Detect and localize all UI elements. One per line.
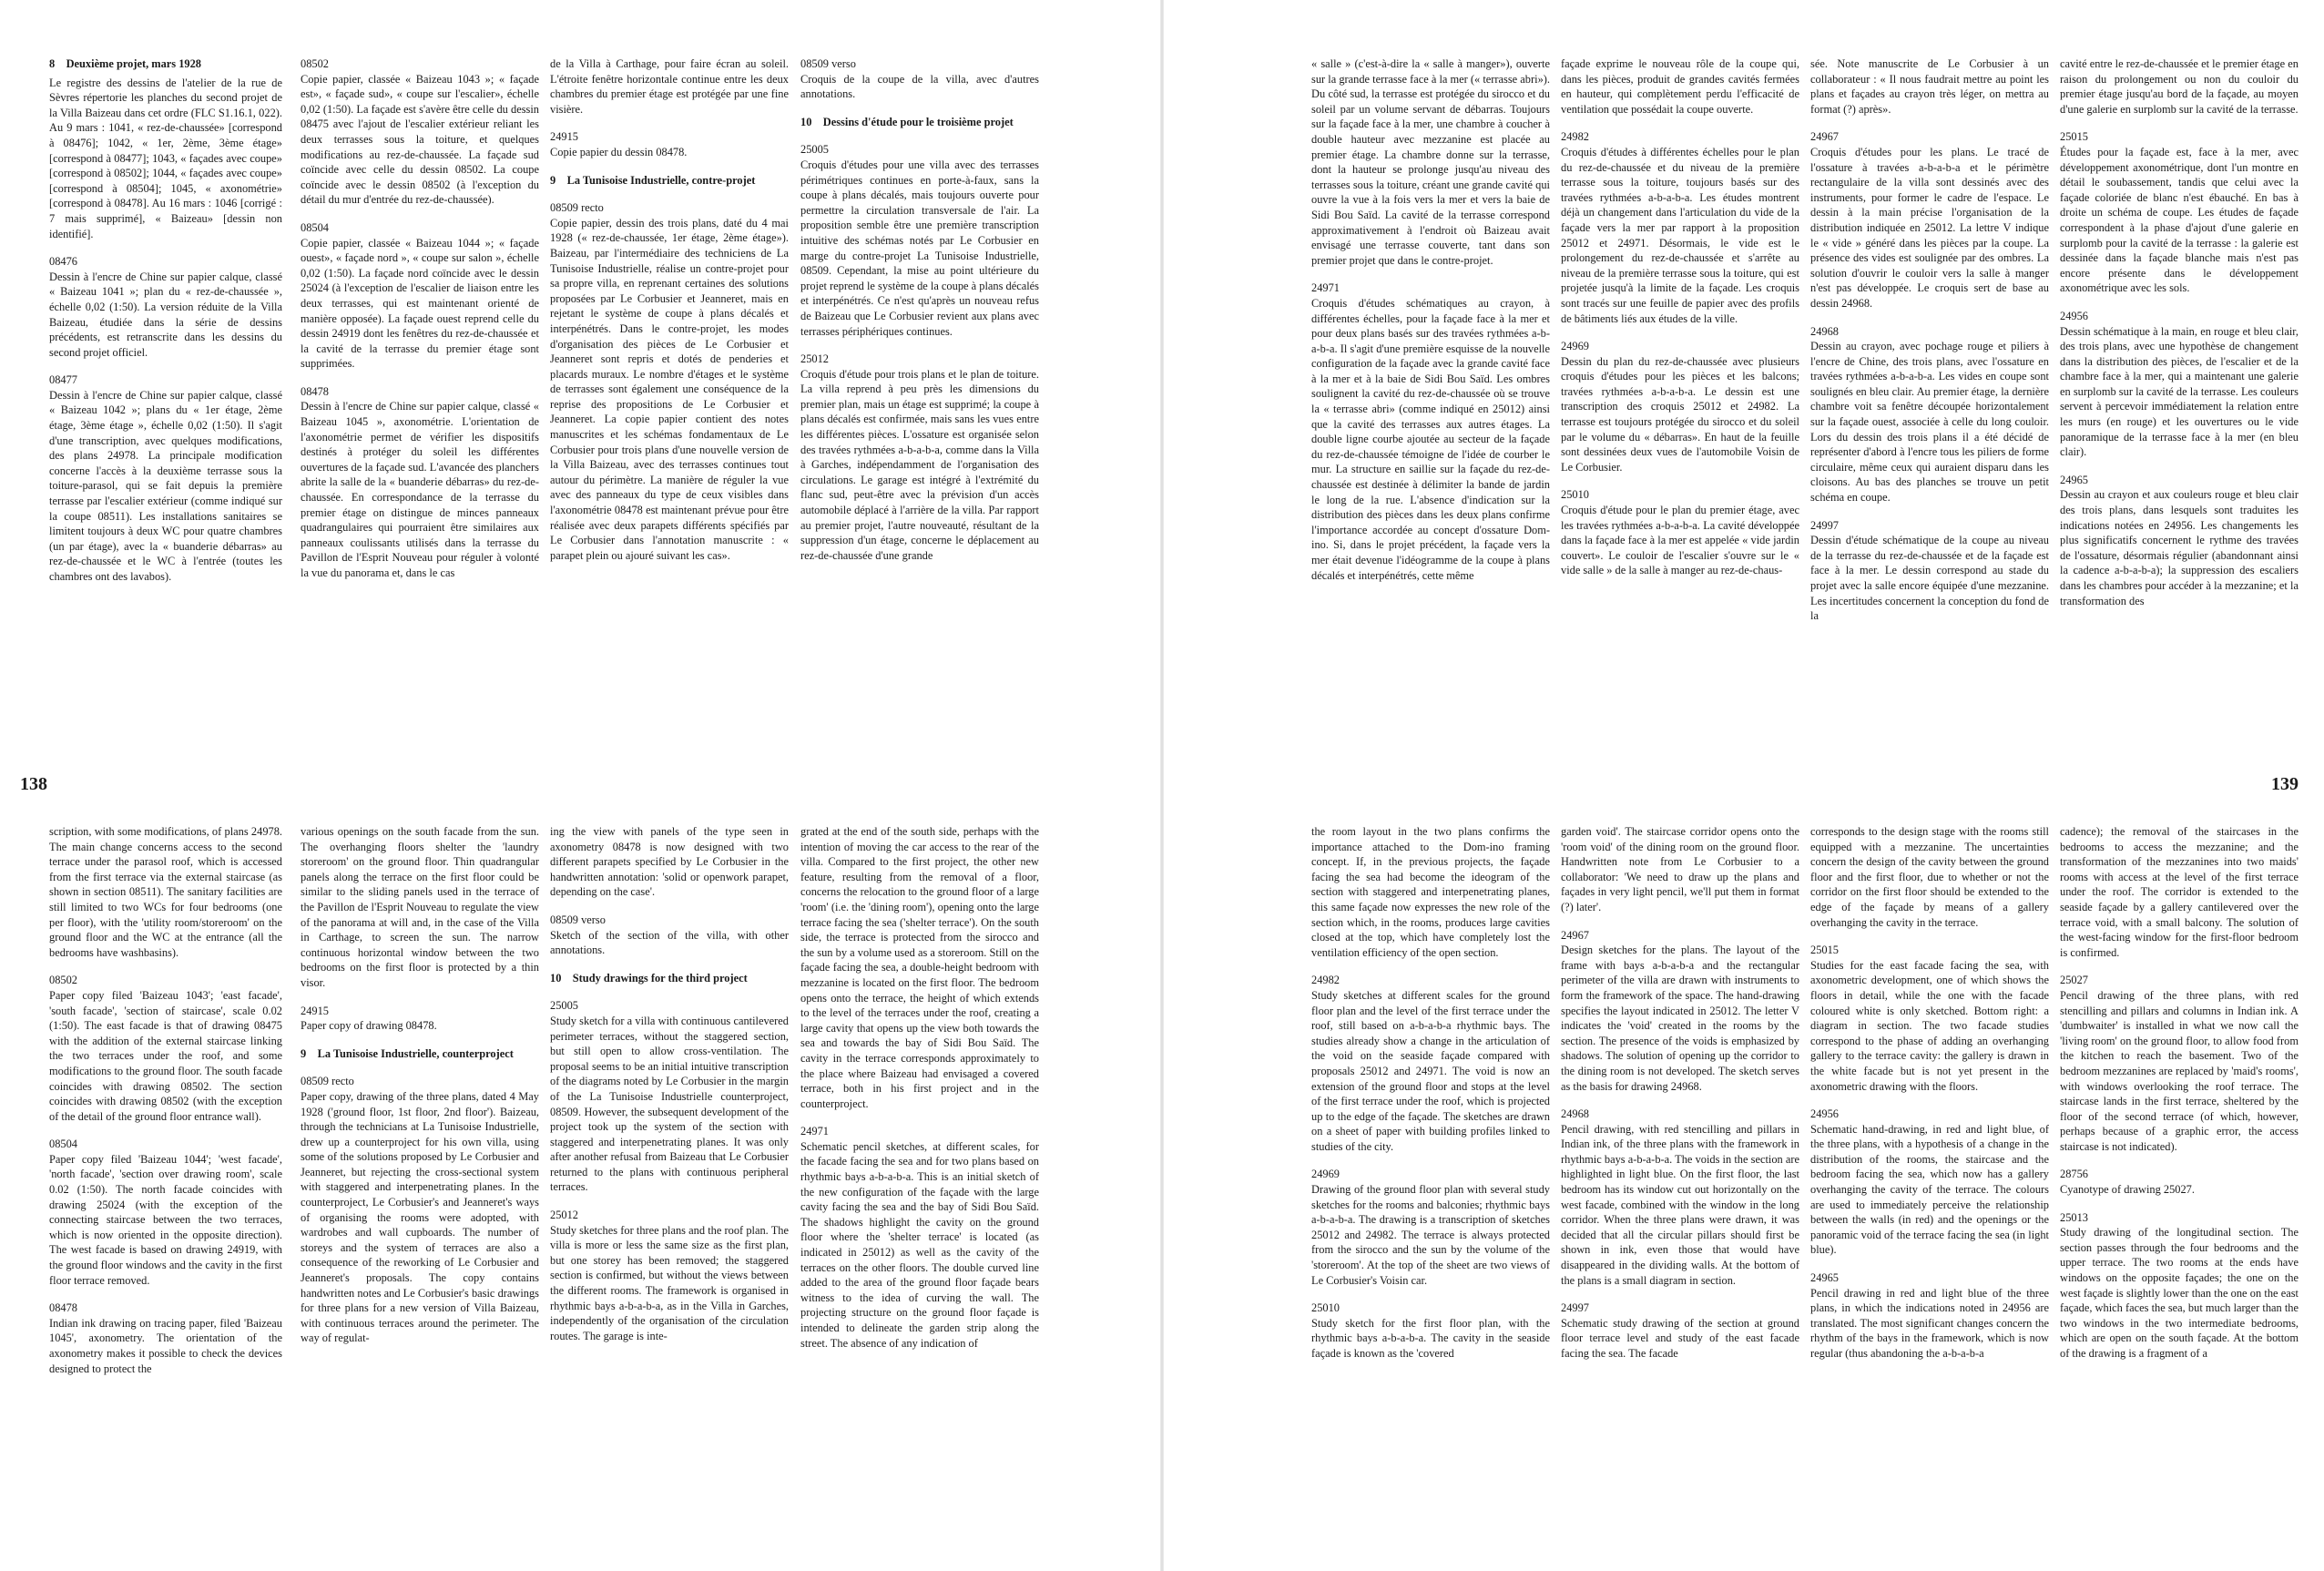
entry	[2060, 56, 2299, 117]
drawing-number: 08476	[49, 255, 77, 269]
entry	[2060, 824, 2299, 960]
drawing-number: 24971	[1311, 281, 1340, 295]
drawing-number: 08504	[301, 220, 329, 234]
drawing-number: 24969	[1311, 1168, 1340, 1181]
drawing-number: 25005	[800, 143, 829, 157]
entry	[800, 824, 1039, 1111]
entry	[550, 971, 789, 986]
drawing-number: 25012	[550, 1209, 578, 1222]
drawing-number: 24969	[1561, 340, 1589, 353]
entry	[301, 1074, 539, 1346]
paragraph-text: Croquis d'études pour une villa avec des terrasses périmétriques continues en porte-à-faux, sans la coupe à plans décalés, mais toujours ouverte pour permettre la circulation transversale de l'air. La proposition semble être une première transcription intuitive des schémas notés par Le Corbusier en marge du contre-projet La Tunisoise Industrielle, 08509. Cependant, la mise au point ultérieure du projet reprend le système de la coupe à plans décalés et interpénétrés. Ce n'est qu'après un nouveau refus de Baizeau que Le Corbusier revient aux plans avec terrasses périphériques continues.	[800, 158, 1039, 338]
paragraph-text: the room layout in the two plans confirms the importance attached to the Dom-ino framing concept. If, in the previous projects, the façade facing the sea had become the ideogram of the section with staggered and interpenetrating planes, this same façade now expresses the new role of the section which, in the rooms, produces large cavities closed at the top, which have completely lost the ventilation efficiency of the open section.	[1311, 825, 1550, 959]
paragraph-text: de la Villa à Carthage, pour faire écran au soleil. L'étroite fenêtre horizontale continue entre les deux chambres du premier étage est protégée par une fine visière.	[550, 57, 789, 116]
entry	[1311, 281, 1550, 583]
entry	[550, 1208, 789, 1343]
entry	[301, 220, 539, 372]
entry	[2060, 973, 2299, 1154]
entry	[550, 824, 789, 900]
text-column	[1311, 824, 1550, 1566]
paragraph-text: Dessin au crayon, avec pochage rouge et piliers à l'encre de Chine, des trois plans, avec l'ossature en travées rythmées a-b-a-b-a. Les vides en coupe sont soulignés en bleu clair. Au premier étage, la dernière chambre voit sa fenêtre découpée horizontalement sur la façade ouest, associée à celle du long couloir. Lors du dessin des trois plans il a été décidé de représenter d'abord à l'encre tous les piliers de forme circulaire, même ceux qui auraient disparu dans les cloisons. Au bas des planches se trouve un petit schéma en coupe.	[1810, 340, 2049, 505]
entry	[1561, 56, 1799, 117]
paragraph-text: Study sketch for a villa with continuous cantilevered perimeter terraces, without the staggered section, but still open to allow cross-ventilation. The proposal seems to be an initial intuitive transcription of the diagrams noted by Le Corbusier in the margin of the La Tunisoise Industrielle counterproject, 08509. However, the subsequent development of the project took up the system of the section with staggered and interpenetrating planes. It was only after another refusal from Baizeau that Le Corbusier returned to the plans with continuous peripheral terraces.	[550, 1014, 789, 1194]
drawing-number: 08477	[49, 373, 77, 387]
paragraph-text: Schematic pencil sketches, at different scales, for the facade facing the sea and for two plans based on rhythmic bays a-b-a-b-a. This is an initial sketch of the new configuration of the façade with the large cavity facing the sea and the bay of Sidi Bou Saïd. The shadows highlight the cavity on the ground floor where the 'shelter terrace' is located (as indicated in 25012) as well as the cavity of the terraces on the other floors. The double curved line added to the area of the ground floor façade bears witness to the idea of curving the wall. The projecting structure on the ground floor façade is intended to delineate the garden strip along the street. The absence of any indication of	[800, 1139, 1039, 1350]
paragraph-text: Schematic hand-drawing, in red and light blue, of the three plans, with a hypothesis of a change in the distribution of the rooms, the staircase and the bedroom facing the sea, which now has a gallery overhanging the cavity of the terrace. The colours are used to immediately perceive the relationship between the walls (in red) and the openings or the panoramic void of the terrace facing the sea (in light blue).	[1810, 1122, 2049, 1257]
drawing-number: 08478	[301, 384, 329, 398]
paragraph-text: garden void'. The staircase corridor opens onto the 'room void' of the dining room on the ground floor. Handwritten note from Le Corbusier to a collaborator: 'We need to draw up the plans and façades in very light pencil, we'll put them in format (?) later'.	[1561, 825, 1799, 913]
entry	[301, 1004, 539, 1034]
paragraph-text: Copie papier, classée « Baizeau 1043 »; « façade est», « façade sud», « coupe sur l'escalier», échelle 0,02 (1:50). La façade est s'avère être celle du dessin 08475 avec l'ajout de l'escalier extérieur reliant les deux terrasses sous la toiture, et quelques modifications au rez-de-chaussée. La façade sud coïncide avec celle du dessin 08502. La coupe coïncide avec le dessin 08502 (à l'exception du détail du mur d'entrée du rez-de-chaussée).	[301, 72, 539, 207]
drawing-number: 24956	[2060, 309, 2088, 322]
section-heading: 9 La Tunisoise Industrielle, counterproject	[301, 1046, 514, 1060]
drawing-number: 24915	[301, 1004, 329, 1017]
drawing-number: 24997	[1810, 518, 1839, 532]
drawing-number: 24956	[1810, 1107, 1839, 1121]
entry	[800, 115, 1039, 130]
drawing-number: 28756	[2060, 1168, 2088, 1181]
entry	[800, 1124, 1039, 1351]
entry	[49, 254, 282, 360]
drawing-number: 25027	[2060, 974, 2088, 987]
paragraph-text: Copie papier du dessin 08478.	[550, 145, 688, 158]
paragraph-text: Cyanotype of drawing 25027.	[2060, 1183, 2195, 1197]
drawing-number: 08478	[49, 1301, 77, 1315]
entry	[800, 352, 1039, 563]
text-column	[800, 56, 1039, 765]
text-column	[1311, 56, 1550, 765]
drawing-number: 24982	[1561, 130, 1589, 144]
drawing-number: 08502	[301, 57, 329, 70]
entry	[1810, 1270, 2049, 1362]
drawing-number: 08509 verso	[800, 57, 856, 70]
entry	[2060, 473, 2299, 608]
paragraph-text: Dessin schématique à la main, en rouge et bleu clair, des trois plans, avec une hypothèse de changement dans la distribution des pièces, de l'escalier et de la chambre face à la mer, qui a maintenant une galerie en surplomb sur la cavité de la terrasse. Les couleurs servent à percevoir immédiatement la relation entre les murs (en rouge) et les ouvertures ou le vide panoramique de la terrasse face à la mer (en bleu clair).	[2060, 324, 2299, 459]
entry	[1311, 1301, 1550, 1361]
entry	[1561, 129, 1799, 326]
paragraph-text: Croquis d'étude pour le plan du premier étage, avec les travées rythmées a-b-a-b-a. La cavité développée dans la façade face à la mer est appelée « vide jardin couvert». Le couloir de l'escalier s'ouvre sur le « vide salle » de la salle à manger au rez-de-chaus-	[1561, 504, 1799, 577]
entry	[1311, 973, 1550, 1154]
paragraph-text: Le registre des dessins de l'atelier de la rue de Sèvres répertorie les planches du second projet de la Villa Baizeau dans cet ordre (FLC S1.16.1, 022). Au 9 mars : 1041, « rez-de-chaussée» [correspond à 08476]; 1042, « 1er, 2ème, 3ème étage» [correspond à 08477]; 1043, « façades avec coupe» [correspond à 08502]; 1044, « façades avec coupe» [correspond à 08504]; 1045, « axonométrie» [correspond à 08478]. Au 16 mars : 1046 [corrigé : 7 mais supprimé], « Baizeau» [dessin non identifié].	[49, 76, 282, 240]
paragraph-text: Drawing of the ground floor plan with several study sketches for the rooms and balconies; rhythmic bays a-b-a-b-a. The drawing is a transcription of sketches 25012 and 24982. The terrace is always protected from the sirocco and the sun by the volume of the 'storeroom'. At the top of the sheet are two views of Le Corbusier's Voisin car.	[1311, 1183, 1550, 1287]
entry	[1810, 824, 2049, 930]
text-column	[1561, 56, 1799, 765]
text-column	[1561, 824, 1799, 1566]
paragraph-text: Paper copy, drawing of the three plans, dated 4 May 1928 ('ground floor, 1st floor, 2nd floor'). Baizeau, through the technicians at La Tunisoise Industrielle, drew up a counterproject for his own villa, using some of the solutions proposed by Le Corbusier and Jeanneret, but rejecting the cross-sectional system with staggered and interpenetrating planes. In the counterproject, Le Corbusier's and Jeanneret's ways of organising the rooms were adopted, with wardrobes and wall cupboards. The number of storeys and the system of terraces are also a consequence of the reworking of Le Corbusier and Jeanneret's proposals. The copy contains handwritten notes and Le Corbusier's basic drawings for three plans for a new version of Villa Baizeau, with continuous terraces around the perimeter. The way of regulat-	[301, 1089, 539, 1345]
paragraph-text: corresponds to the design stage with the rooms still equipped with a mezzanine. The uncertainties concern the design of the cavity between the ground floor and the first floor, due to whether or not the corridor on the first floor should be extended to the edge of the façade by means of a gallery overhanging the cavity in the terrace.	[1810, 825, 2049, 929]
paragraph-text: Dessin du plan du rez-de-chaussée avec plusieurs croquis d'études pour les pièces et les balcons; travées rythmées a-b-a-b-a. Le dessin est une transcription des croquis 25012 et 24982. La terrasse est toujours protégée du sirocco et du soleil par le volume du « débarras». En haut de la feuille sont dessinées deux vues de l'automobile Voisin de Le Corbusier.	[1561, 354, 1799, 474]
drawing-number: 24967	[1561, 928, 1589, 942]
entry	[301, 384, 539, 581]
paragraph-text: cadence); the removal of the staircases in the bedrooms to access the mezzanine; and the transformation of the mezzanines into two maids' rooms with access at the level of the first terrace under the roof. The corridor is extended to the seaside façade by a gallery cantilevered over the terrace void, with a small balcony. The solution of the west-facing window for the first-floor bedroom is confirmed.	[2060, 825, 2299, 959]
paragraph-text: cavité entre le rez-de-chaussée et le premier étage en raison du prolongement ou non du couloir du premier étage jusqu'au bord de la façade, au moyen d'une galerie en surplomb sur la cavité de la terrasse.	[2060, 57, 2299, 116]
entry	[800, 56, 1039, 102]
entry	[301, 824, 539, 991]
paragraph-text: façade exprime le nouveau rôle de la coupe qui, dans les pièces, produit de grandes cavités fermées en hauteur, qui complètement perdu l'efficacité de ventilation que possédait la coupe ouverte.	[1561, 57, 1799, 116]
entry	[1810, 518, 2049, 624]
text-column	[301, 56, 539, 765]
text-column	[49, 824, 282, 1566]
right-page	[1162, 0, 2324, 1571]
paragraph-text: Study drawing of the longitudinal section. The section passes through the four bedrooms and the upper terrace. The two rooms at the ends have windows on the opposite façades; the one on the west façade is slightly lower than the one on the east façade, which faces the sea, but much larger than the two windows in the two intermediate bedrooms, which are open on the south façade. At the bottom of the drawing is a fragment of a	[2060, 1226, 2299, 1360]
paragraph-text: Schematic study drawing of the section at ground floor terrace level and study of the east facade facing the sea. The facade	[1561, 1316, 1799, 1360]
drawing-number: 25005	[550, 999, 578, 1013]
drawing-number: 24982	[1311, 974, 1340, 987]
drawing-number: 25015	[2060, 130, 2088, 144]
entry	[550, 998, 789, 1195]
drawing-number: 24915	[550, 130, 578, 144]
entry	[550, 56, 789, 117]
paragraph-text: Indian ink drawing on tracing paper, filed 'Baizeau 1045', axonometry. The orientation of the axonometry makes it possible to check the devices designed to protect the	[49, 1316, 282, 1375]
entry	[49, 56, 282, 241]
drawing-number: 24997	[1561, 1301, 1589, 1315]
section-heading: 10 Dessins d'étude pour le troisième projet	[800, 115, 1014, 128]
paragraph-text: Dessin à l'encre de Chine sur papier calque, classé « Baizeau 1042 »; plans du « 1er étage, 2ème étage, 3ème étage », échelle 0,02 (1:50). Il s'agit d'une transcription, avec quelques modifications, des plans 24978. La principale modification concerne l'accès à la deuxième terrasse sous la toiture-parasol, qui se fait depuis la première terrasse par l'escalier extérieur (comme indiqué sur la coupe 08511). Les installations sanitaires se limitent toujours à deux WC pour quatre chambres (un par étage), avec la « buanderie débarras» au rez-de-chaussée et le WC à l'entrée (toutes les chambres ont des lavabos).	[49, 388, 282, 583]
drawing-number: 24967	[1810, 130, 1839, 144]
entry	[301, 56, 539, 208]
entry	[49, 372, 282, 584]
paragraph-text: Paper copy filed 'Baizeau 1044'; 'west facade', 'north facade', 'section over drawing room', scale 0.02 (1:50). The north facade coincides with drawing 25024 (with the exception of the connecting staircase between the two terraces, which is now oriented in the opposite direction). The west facade is based on drawing 24919, with the ground floor windows and the cavity in the first floor terrace removed.	[49, 1152, 282, 1287]
entry	[2060, 129, 2299, 296]
entry	[1311, 56, 1550, 268]
entry	[1311, 824, 1550, 960]
entry	[1810, 129, 2049, 311]
entry	[1561, 1107, 1799, 1288]
section-heading: 8 Deuxième projet, mars 1928	[49, 57, 202, 70]
entry	[49, 824, 282, 960]
entry	[1561, 824, 1799, 915]
paragraph-text: Copie papier, dessin des trois plans, daté du 4 mai 1928 (« rez-de-chaussée, 1er étage, 2ème étage»). Baizeau, par l'intermédiaire des techniciens de La Tunisoise Industrielle, réalise un contre-projet pour sa propre villa, en reprenant certaines des solutions proposées par Le Corbusier et Jeanneret, mais en rejetant le système de coupe à plans décalés et interpénétrés. Dans le contre-projet, les modes d'organisation des pièces de Le Corbusier et Jeanneret sont repris et dotés de penderies et placards muraux. Le nombre d'étages et le système de terrasses sont également une conséquence de la reprise des propositions de Le Corbusier et Jeanneret. La copie papier contient des notes manuscrites et les schémas fondamentaux de Le Corbusier pour trois plans d'une nouvelle version de la Villa Baizeau, avec des terrasses continues tout autour du périmètre. La manière de réguler la vue avec des panneaux du type de ceux visibles dans l'axonométrie 08478 est maintenant prévue pour être réalisée avec deux parapets différents spécifiés par Le Corbusier dans l'annotation manuscrite : « parapet plein ou ajouré suivant les cas».	[550, 216, 789, 562]
entry	[2060, 1210, 2299, 1362]
paragraph-text: Croquis d'étude pour trois plans et le plan de toiture. La villa reprend à peu près les dimensions du premier plan, mais un étage est supprimé; la coupe à plans décalés est confirmée, mais sans les vues entre les différentes pièces. L'ossature est organisée selon des travées rythmées a-b-a-b-a, comme dans la Villa à Garches, indépendamment de l'organisation des circulations. Le garage est intégré à l'extrémité du flanc sud, peut-être avec la prévision d'un accès automobile déplacé à l'arrière de la villa. Par rapport au premier projet, l'autre nouveauté, résultant de la suppression d'un étage, concerne le déplacement au rez-de-chaussée d'une grande	[800, 367, 1039, 562]
paragraph-text: Croquis d'études pour les plans. Le tracé de l'ossature à travées a-b-a-b-a et le périmètre rectangulaire de la villa sont dessinés avec des instruments, pour former le cadre de l'espace. Le dessin à la main précise l'organisation de la distribution indiquée en 25012. La lettre V indique le « vide » généré dans les pièces par la coupe. La présence des vides est soulignée par des ombres. La solution d'ouvrir le couloir vers la salle à manger n'est pas développée. Le croquis sert de base au dessin 24968.	[1810, 145, 2049, 310]
entry	[550, 173, 789, 189]
text-column	[1810, 824, 2049, 1566]
drawing-number: 24965	[1810, 1271, 1839, 1285]
entry	[1311, 1167, 1550, 1288]
paragraph-text: Croquis d'études à différentes échelles pour le plan du rez-de-chaussée et du niveau de la première terrasse sous la toiture, toujours basés sur des travées rythmées a-b-a-b-a. Les études montrent déjà un changement dans l'articulation du vide de la façade vers la mer par rapport à la proposition 25012 et 24971. Désormais, le vide est le prolongement du rez-de-chaussée et s'arrête au niveau de la première terrasse sous la toiture, qui est projetée jusqu'à la limite de la façade. Les croquis sont tracés sur une feuille de papier avec des profils de bâtiments liés aux études de la ville.	[1561, 145, 1799, 325]
entry	[49, 973, 282, 1124]
entry	[49, 1301, 282, 1376]
paragraph-text: Dessin à l'encre de Chine sur papier calque, classé « Baizeau 1045 », axonométrie. L'orientation de l'axonométrie permet de vérifier les dispositifs destinés à protéger du soleil les différentes ouvertures de la façade sud. L'avancée des planchers abrite la salle de la « buanderie débarras» du rez-de-chaussée. En correspondance de la terrasse du premier étage on distingue de minces panneaux quadrangulaires qui pourraient être similaires aux panneaux coulissants utilisés dans la terrasse du Pavillon de l'Esprit Nouveau pour réguler à volonté la vue du panorama et, dans le cas	[301, 400, 539, 579]
paragraph-text: Studies for the east facade facing the sea, with axonometric development, one of which shows the floors in detail, while the one with the facade coloured white is only sketched. Bottom right: a diagram in section. The two facade studies correspond to the phase of adding an overhanging gallery to the terrace cavity: the gallery is drawn in the white facade but is not yet present in the axonometric drawing with the floors.	[1810, 958, 2049, 1093]
entry	[550, 913, 789, 958]
drawing-number: 08502	[49, 974, 77, 987]
paragraph-text: various openings on the south facade from the sun. The overhanging floors shelter the 'laundry storeroom' on the ground floor. Thin quadrangular panels along the terrace on the first floor could be similar to the sliding panels used in the terrace of the Pavillon de l'Esprit Nouveau to regulate the view of the panorama at will and, in the case of the Villa in Carthage, to screen the sun. The narrow continuous horizontal window between the two bedrooms on the first floor is protected by a thin visor.	[301, 825, 539, 989]
paragraph-text: Dessin d'étude schématique de la coupe au niveau de la terrasse du rez-de-chaussée et de la façade est face à la mer. Le dessin correspond au stade du projet avec la salle encore équipée d'une mezzanine. Les incertitudes concernent la conception du fond de la	[1810, 534, 2049, 623]
entry	[1561, 339, 1799, 474]
drawing-number: 25010	[1561, 488, 1589, 502]
paragraph-text: Design sketches for the plans. The layout of the frame with bays a-b-a-b-a and the rectangular perimeter of the villa are drawn with instruments to form the framework of the space. The hand-drawing specifies the layout indicated in 25012. The letter V indicates the 'void' created in the rooms by the section. The presence of the voids is emphasized by shadows. The solution of opening up the corridor to the dining room is not developed. The sketch serves as the basis for drawing 24968.	[1561, 944, 1799, 1093]
paragraph-text: Dessin à l'encre de Chine sur papier calque, classé « Baizeau 1041 »; plan du « rez-de-chaussée », échelle 0,02 (1:50). La version réduite de la Villa Baizeau, étudiée dans la série de dessins précédents, est retranscrite dans les dessins du second projet officiel.	[49, 270, 282, 359]
drawing-number: 08509 recto	[301, 1075, 354, 1088]
entry	[1810, 324, 2049, 505]
entry	[301, 1046, 539, 1062]
entry	[1561, 928, 1799, 1095]
entry	[1561, 1301, 1799, 1361]
paragraph-text: Croquis d'études schématiques au crayon, à différentes échelles, pour la façade face à la mer et pour deux plans basés sur des travées rythmées a-b-a-b-a. Il s'agit d'une première esquisse de la nouvelle configuration de la façade avec la grande cavité face à la mer et à la baie de Sidi Bou Saïd. Les ombres soulignent la cavité du rez-de-chaussée où se trouve la « terrasse abri» (comme indiqué en 25012) ainsi que la cavité des terrasses aux autres étages. La double ligne courbe ajoutée au secteur de la façade du rez-de-chaussée témoigne de l'idée de courber le mur. La structure en saillie sur la façade du rez-de-chaussée est destinée à délimiter la bande de jardin le long de la rue. L'absence d'indication sur la distribution des pièces dans les deux plans confirme l'importance accordée au concept d'ossature Dom-ino. Si, dans le projet précédent, la façade vers la mer était devenue l'idéogramme de la coupe à plans décalés et interpénétrés, cette même	[1311, 296, 1550, 582]
entry	[1810, 1107, 2049, 1258]
entry	[550, 129, 789, 159]
paragraph-text: Study sketches for three plans and the roof plan. The villa is more or less the same size as the first plan, but one storey has been removed; the staggered section is confirmed, but without the views between the different rooms. The framework is organised in rhythmic bays a-b-a-b-a, as in the Villa in Garches, independently of the organisation of the circulation routes. The garage is inte-	[550, 1223, 789, 1342]
paragraph-text: Copie papier, classée « Baizeau 1044 »; « façade ouest», « façade nord », « coupe sur salon », échelle 0,02 (1:50). La façade nord coïncide avec le dessin 25024 (à l'exception de l'escalier de liaison entre les deux terrasses, qui est maintenant orienté de manière opposée). La façade ouest reprend celle du dessin 24919 dont les fenêtres du rez-de-chaussée et la cavité de la terrasse du premier étage sont supprimées.	[301, 236, 539, 371]
drawing-number: 24968	[1561, 1107, 1589, 1121]
entry	[1810, 943, 2049, 1094]
paragraph-text: Study sketch for the first floor plan, with the rhythmic bays a-b-a-b-a. The cavity in the seaside façade is known as the 'covered	[1311, 1316, 1550, 1360]
drawing-number: 25013	[2060, 1210, 2088, 1224]
entry	[800, 142, 1039, 339]
page-number: 138	[20, 774, 47, 794]
section-heading: 9 La Tunisoise Industrielle, contre-projet	[550, 173, 756, 187]
paragraph-text: Sketch of the section of the villa, with other annotations.	[550, 928, 789, 957]
text-column	[550, 824, 789, 1566]
paragraph-text: Croquis de la coupe de la villa, avec d'autres annotations.	[800, 72, 1039, 101]
section-heading: 10 Study drawings for the third project	[550, 971, 748, 984]
paragraph-text: Paper copy of drawing 08478.	[301, 1019, 437, 1033]
paragraph-text: « salle » (c'est-à-dire la « salle à manger»), ouverte sur la grande terrasse face à la mer (« terrasse abri»). Du côté sud, la terrasse est protégée du sirocco et du soleil par un volume servant de débarras. Toujours sur la façade face à la mer, une chambre à coucher à double hauteur avec mezzanine est placée au premier étage. La chambre donne sur la terrasse, dont la hauteur se prolonge jusqu'au niveau des terrasses sous la toiture, créant une grande cavité qui ouvre la vue à la fois vers la mer et vers la baie de Sidi Bou Saïd. La cavité de la terrasse correspond approximativement à l'endroit où Baizeau avait envisagé une terrasse couverte, tant dans son premier projet que dans le contre-projet.	[1311, 57, 1550, 267]
drawing-number: 24965	[2060, 473, 2088, 486]
text-column	[2060, 56, 2299, 765]
entry	[550, 200, 789, 563]
text-column	[800, 824, 1039, 1566]
paragraph-text: scription, with some modifications, of plans 24978. The main change concerns access to the second terrace under the parasol roof, which is accessed from the first terrace via the external staircase (as shown in section 08511). The sanitary facilities are still limited to two WCs for four bedrooms (one per floor), with the 'utility room/storeroom' on the ground floor and the WC at the entrance (all the bedrooms have washbasins).	[49, 825, 282, 959]
text-column	[49, 56, 282, 765]
drawing-number: 08509 recto	[550, 201, 604, 215]
drawing-number: 24971	[800, 1125, 829, 1138]
paragraph-text: sée. Note manuscrite de Le Corbusier à un collaborateur : « Il nous faudrait mettre au point les plans et façades au crayon très léger, on mettra au format (?) après».	[1810, 57, 2049, 116]
page-number: 139	[2271, 774, 2299, 794]
paragraph-text: Pencil drawing, with red stencilling and pillars in Indian ink, of the three plans with the framework in rhythmic bays a-b-a-b-a. The voids in the section are highlighted in light blue. On the first floor, the last bedroom has its window cut out horizontally on the west facade, combined with the window in the long corridor. When the three plans were drawn, it was decided that all the circular pillars should first be shown in ink, even those that would have disappeared in the dividing walls. At the bottom of the plans is a small diagram in section.	[1561, 1122, 1799, 1287]
text-column	[550, 56, 789, 765]
paragraph-text: Études pour la façade est, face à la mer, avec développement axonométrique, dont l'un montre en détail le soubassement, tandis que celui avec la façade coloriée de blanc n'est ébauché. En bas à droite un schéma de coupe. Les études de façade correspondent à la phase d'ajout d'une galerie en surplomb pour la cavité de la terrasse : la galerie est dessinée dans la façade blanche mais n'est pas encore présente dans le développement axonométrique avec les sols.	[2060, 145, 2299, 295]
text-column	[2060, 824, 2299, 1566]
paragraph-text: Study sketches at different scales for the ground floor plan and the level of the first terrace under the roof, still based on a-b-a-b-a rhythmic bays. The studies already show a change in the articulation of the void on the seaside façade compared with proposals 25012 and 24971. The void is now an extension of the ground floor and stops at the level of the first terrace under the roof, which is projected up to the edge of the façade. The sketches are drawn on a sheet of paper with building profiles linked to studies of the city.	[1311, 988, 1550, 1153]
text-column	[301, 824, 539, 1566]
text-column	[1810, 56, 2049, 765]
drawing-number: 25010	[1311, 1301, 1340, 1315]
paragraph-text: Pencil drawing of the three plans, with red stencilling and pillars and columns in Indian ink. A 'dumbwaiter' is installed in what we now call the 'living room' on the ground floor, to allow food from the kitchen to reach the basement. Two of the bedroom mezzanines are replaced by 'maid's rooms', with windows overlooking the roof terrace. The staircase lands in the first terrace, sheltered by the floor of the second terrace (of which, however, perhaps because of a graphic error, the access staircase is not indicated).	[2060, 988, 2299, 1153]
entry	[2060, 1167, 2299, 1197]
drawing-number: 25012	[800, 352, 829, 366]
paragraph-text: grated at the end of the south side, perhaps with the intention of moving the car access to the rear of the villa. Compared to the first project, the other new feature, resulting from the removal of a floor, concerns the relocation to the ground floor of a large 'room' (i.e. the 'dining room'), opening onto the large terrace facing the sea ('shelter terrace'). On the south side, the terrace is protected from the sirocco and the sun by a volume used as a storeroom. Still on the façade facing the sea, a double-height bedroom with mezzanine is located on the first floor. The bedroom opens onto the terrace, the height of which extends to the level of the terraces under the roof, creating a large cavity that opens up the view both towards the sea and towards the bay of Sidi Bou Saïd. The cavity in the terrace corresponds approximately to the place where Baizeau had envisaged a covered terrace, both in his first project and in the counterproject.	[800, 825, 1039, 1110]
drawing-number: 24968	[1810, 324, 1839, 338]
drawing-number: 08509 verso	[550, 913, 606, 926]
paragraph-text: Pencil drawing in red and light blue of the three plans, in which the indications noted in 24956 are translated. The most significant changes concern the rhythm of the bays in the framework, which is now regular (thus abandoning the a-b-a-b-a	[1810, 1286, 2049, 1360]
paragraph-text: Paper copy filed 'Baizeau 1043'; 'east facade', 'south facade', 'section of staircase', scale 0.02 (1:50). The east facade is that of drawing 08475 with the addition of the external staircase linking the two terraces under the roof, and some modifications to the ground floor. The south facade coincides with drawing 08502. The section coincides with drawing 08502 (with the exception of the detail of the ground floor entrance wall).	[49, 988, 282, 1123]
paragraph-text: ing the view with panels of the type seen in axonometry 08478 is now designed with two different parapets specified by Le Corbusier in the handwritten annotation: 'solid or openwork parapet, depending on the case'.	[550, 825, 789, 899]
entry	[2060, 309, 2299, 460]
entry	[49, 1137, 282, 1288]
entry	[1561, 487, 1799, 578]
paragraph-text: Dessin au crayon et aux couleurs rouge et bleu clair des trois plans, dans lesquels sont traduites les indications notées en 24956. Les changements les plus significatifs concernent le rythme des travées de l'ossature, désormais régulier (abandonnant ainsi la cadence a-b-a-b-a); la suppression des escaliers dans les chambres pour accéder à la mezzanine; et la transformation des	[2060, 488, 2299, 607]
entry	[1810, 56, 2049, 117]
drawing-number: 08504	[49, 1137, 77, 1151]
drawing-number: 25015	[1810, 944, 1839, 957]
